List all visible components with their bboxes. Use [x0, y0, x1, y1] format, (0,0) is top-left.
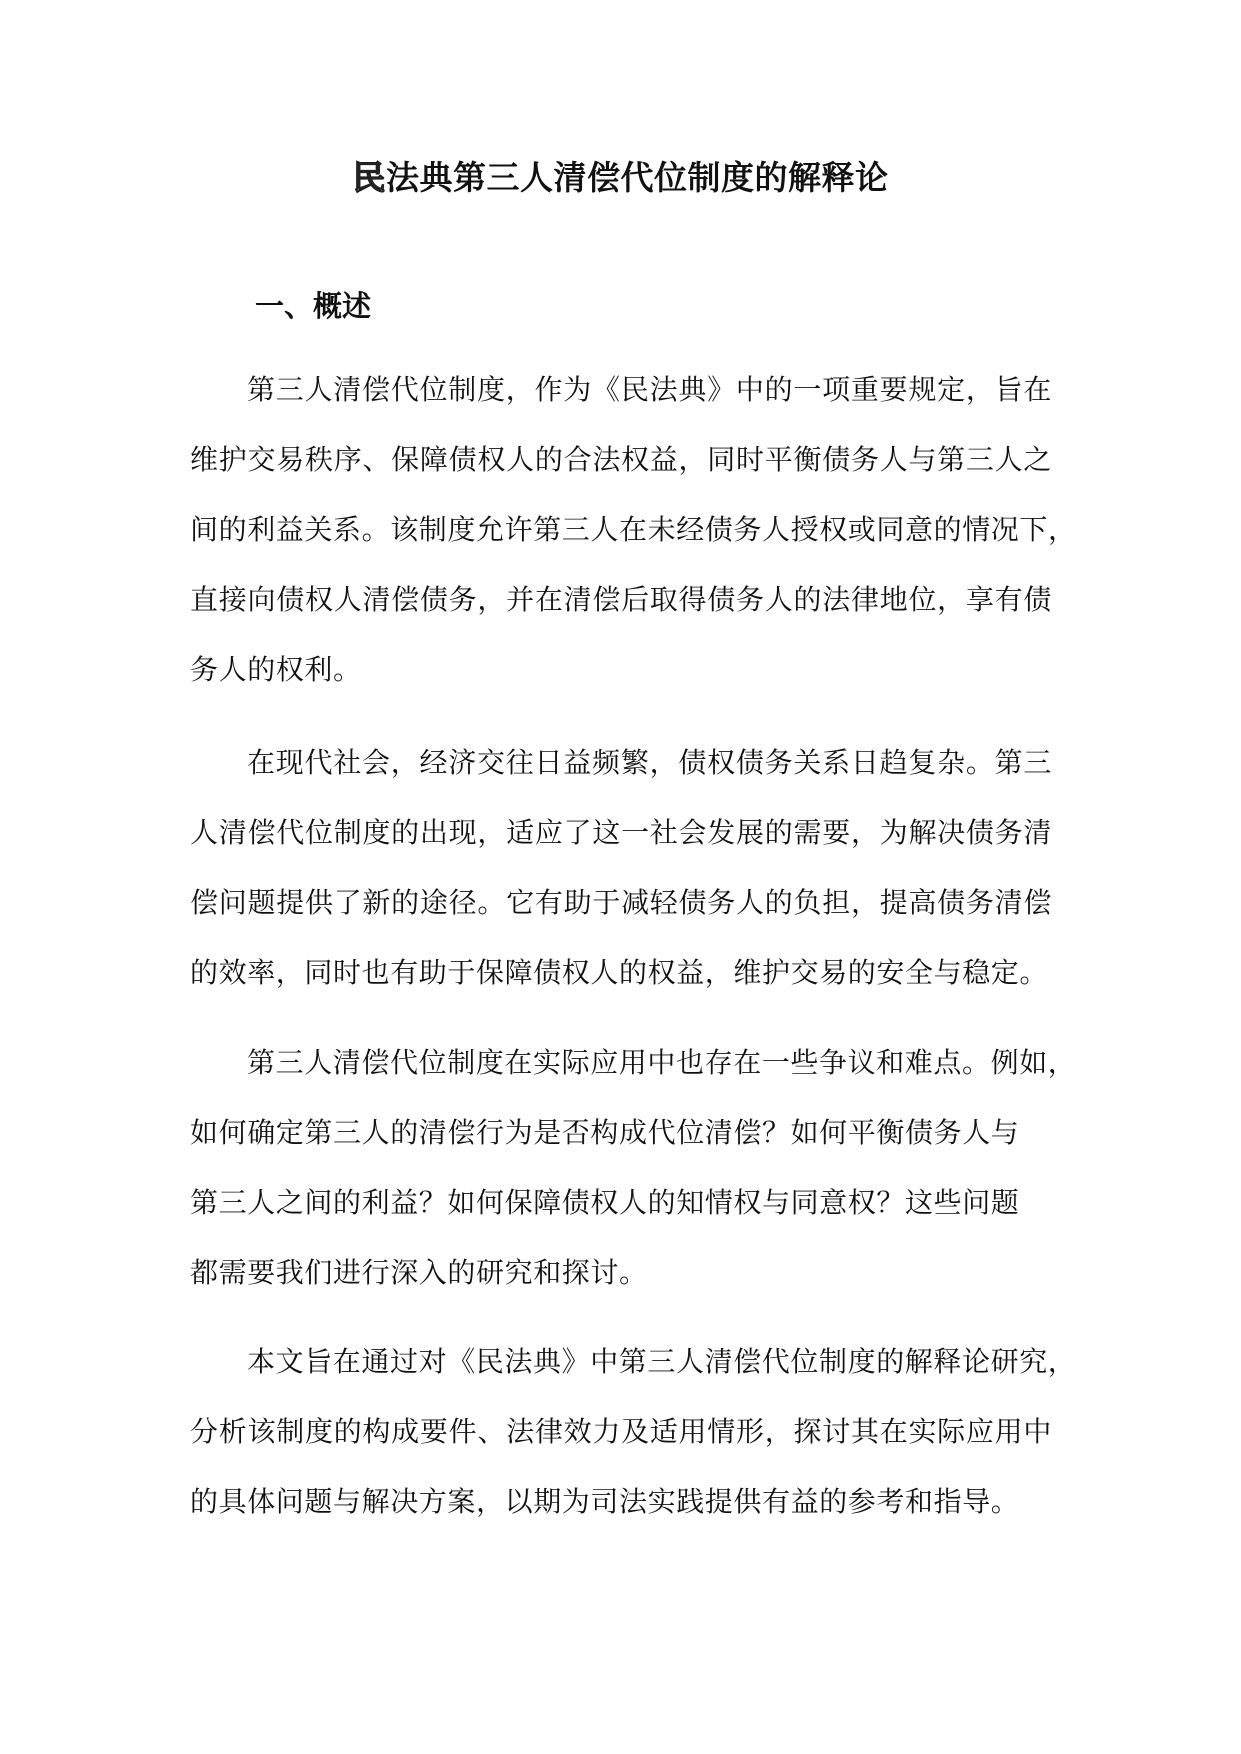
paragraph-line: 的效率，同时也有助于保障债权人的权益，维护交易的安全与稳定。: [190, 956, 1049, 989]
paragraph-line: 间的利益关系。该制度允许第三人在未经债务人授权或同意的情况下，: [190, 513, 1077, 546]
paragraph-line: 维护交易秩序、保障债权人的合法权益，同时平衡债务人与第三人之: [190, 443, 1052, 476]
paragraph-line: 第三人之间的利益？如何保障债权人的知情权与同意权？这些问题: [190, 1186, 1020, 1219]
paragraph-line: 本文旨在通过对《民法典》中第三人清偿代位制度的解释论研究，: [247, 1345, 1077, 1378]
paragraph-4: [190, 1327, 1077, 1537]
document-title: [0, 150, 1241, 206]
paragraph-3: [190, 1028, 1077, 1308]
paragraph-line: 在现代社会，经济交往日益频繁，债权债务关系日趋复杂。第三: [247, 746, 1052, 779]
paragraph-line: 直接向债权人清偿债务，并在清偿后取得债务人的法律地位，享有债: [190, 583, 1052, 616]
document-title-first-char: 民: [352, 158, 386, 197]
paragraph-line: 偿问题提供了新的途径。它有助于减轻债务人的负担，提高债务清偿: [190, 886, 1052, 919]
paragraph-line: 分析该制度的构成要件、法律效力及适用情形，探讨其在实际应用中: [190, 1415, 1052, 1448]
paragraph-line: 如何确定第三人的清偿行为是否构成代位清偿？如何平衡债务人与: [190, 1116, 1020, 1149]
paragraph-line: 都需要我们进行深入的研究和探讨。: [190, 1256, 648, 1289]
paragraph-line: 务人的权利。: [190, 653, 362, 686]
section-heading: 一、概述: [255, 289, 372, 323]
paragraph-line: 第三人清偿代位制度在实际应用中也存在一些争议和难点。例如，: [247, 1046, 1077, 1079]
paragraph-line: 的具体问题与解决方案，以期为司法实践提供有益的参考和指导。: [190, 1485, 1020, 1518]
paragraph-2: [190, 728, 1052, 1008]
paragraph-line: 第三人清偿代位制度，作为《民法典》中的一项重要规定，旨在: [247, 373, 1052, 406]
paragraph-line: 人清偿代位制度的出现，适应了这一社会发展的需要，为解决债务清: [190, 816, 1052, 849]
document-title-text: 法典第三人清偿代位制度的解释论: [386, 158, 889, 197]
paragraph-1: [190, 355, 1077, 705]
